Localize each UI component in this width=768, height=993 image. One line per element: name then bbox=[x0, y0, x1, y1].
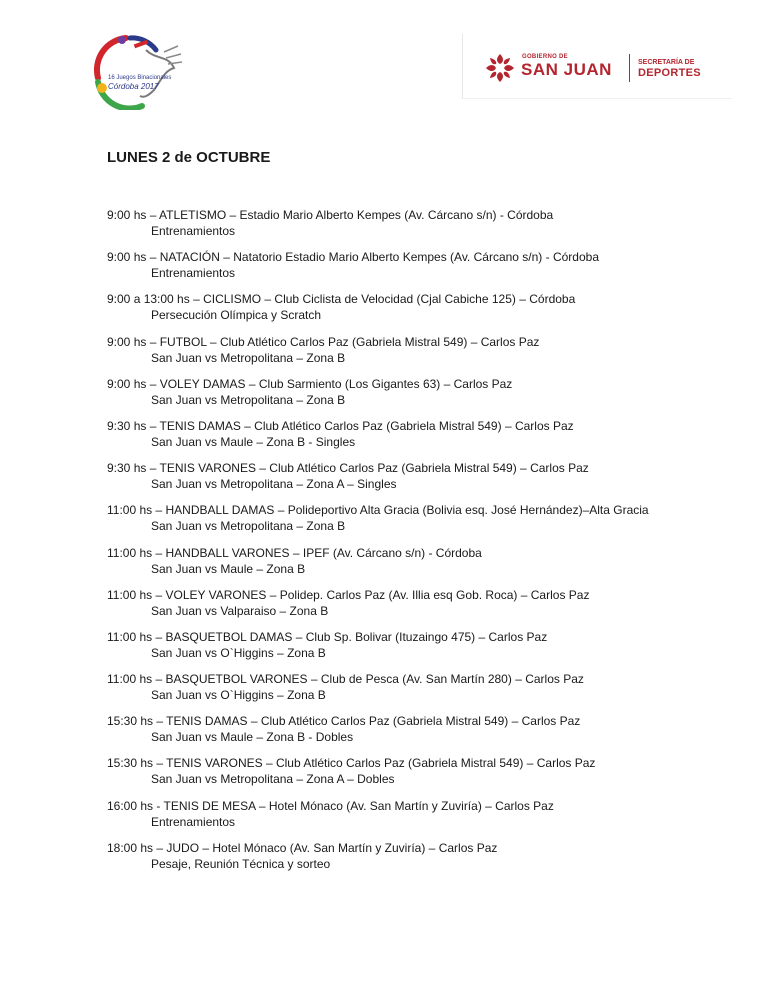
deportes-label: DEPORTES bbox=[638, 67, 701, 79]
sun-emblem-icon bbox=[482, 50, 518, 86]
schedule-item bbox=[107, 713, 707, 755]
schedule-item bbox=[107, 798, 707, 840]
event-detail: San Juan vs O`Higgins – Zona B bbox=[151, 688, 326, 703]
secretaria-de-label: SECRETARÍA DE bbox=[638, 59, 695, 66]
government-logo bbox=[482, 50, 722, 90]
event-detail: Persecución Olímpica y Scratch bbox=[151, 308, 322, 323]
schedule-item bbox=[107, 502, 707, 544]
schedule-list bbox=[107, 207, 707, 882]
event-detail: San Juan vs Metropolitana – Zona A – Singles bbox=[151, 477, 397, 492]
event-detail: San Juan vs Maule – Zona B bbox=[151, 561, 306, 576]
event-title: 9:00 a 13:00 hs – CICLISMO – Club Ciclista de Velocidad (Cjal Cabiche 125) – Córdoba bbox=[107, 292, 576, 307]
header-divider-vertical bbox=[462, 34, 463, 98]
schedule-item bbox=[107, 840, 707, 882]
event-title: 11:00 hs – BASQUETBOL DAMAS – Club Sp. Bolivar (Ituzaingo 475) – Carlos Paz bbox=[107, 629, 548, 644]
schedule-item bbox=[107, 671, 707, 713]
event-title: 18:00 hs – JUDO – Hotel Mónaco (Av. San Martín y Zuviría) – Carlos Paz bbox=[107, 840, 498, 855]
event-title: 15:30 hs – TENIS VARONES – Club Atlético Carlos Paz (Gabriela Mistral 549) – Carlos Paz bbox=[107, 756, 596, 771]
schedule-item bbox=[107, 376, 707, 418]
event-detail: San Juan vs Maule – Zona B - Singles bbox=[151, 434, 356, 449]
schedule-item bbox=[107, 629, 707, 671]
logo-separator bbox=[629, 54, 630, 82]
header-divider-horizontal bbox=[462, 98, 732, 99]
event-detail: San Juan vs Maule – Zona B - Dobles bbox=[151, 730, 354, 745]
schedule-item bbox=[107, 291, 707, 333]
gobierno-de-label: GOBIERNO DE bbox=[522, 54, 568, 60]
event-title: 9:00 hs – FUTBOL – Club Atlético Carlos Paz (Gabriela Mistral 549) – Carlos Paz bbox=[107, 334, 540, 349]
schedule-item bbox=[107, 207, 707, 249]
schedule-item bbox=[107, 545, 707, 587]
schedule-item bbox=[107, 334, 707, 376]
event-logo-graphic bbox=[86, 30, 186, 110]
schedule-item bbox=[107, 418, 707, 460]
schedule-item bbox=[107, 755, 707, 797]
event-logo-year: Córdoba 2017 bbox=[108, 82, 159, 91]
date-heading: LUNES 2 de OCTUBRE bbox=[107, 149, 271, 166]
event-title: 9:30 hs – TENIS VARONES – Club Atlético Carlos Paz (Gabriela Mistral 549) – Carlos Paz bbox=[107, 461, 589, 476]
event-detail: Pesaje, Reunión Técnica y sorteo bbox=[151, 856, 331, 871]
event-detail: San Juan vs Valparaiso – Zona B bbox=[151, 603, 329, 618]
event-detail: Entrenamientos bbox=[151, 224, 236, 238]
event-title: 11:00 hs – HANDBALL DAMAS – Polideportivo Alta Gracia (Bolivia esq. José Hernández)–Alta Gracia bbox=[107, 503, 649, 518]
schedule-item bbox=[107, 249, 707, 291]
event-title: 9:00 hs – VOLEY DAMAS – Club Sarmiento (Los Gigantes 63) – Carlos Paz bbox=[107, 376, 513, 391]
event-logo-text: 16 Juegos Binacionales bbox=[108, 75, 172, 81]
event-title: 11:00 hs – BASQUETBOL VARONES – Club de Pesca (Av. San Martín 280) – Carlos Paz bbox=[107, 672, 584, 687]
event-detail: San Juan vs Metropolitana – Zona B bbox=[151, 392, 346, 407]
event-title: 9:00 hs – NATACIÓN – Natatorio Estadio Mario Alberto Kempes (Av. Cárcano s/n) - Córdoba bbox=[107, 250, 599, 265]
event-title: 11:00 hs – VOLEY VARONES – Polidep. Carlos Paz (Av. Illia esq Gob. Roca) – Carlos Paz bbox=[107, 587, 590, 602]
event-detail: Entrenamientos bbox=[151, 814, 236, 829]
event-title: 11:00 hs – HANDBALL VARONES – IPEF (Av. Cárcano s/n) - Córdoba bbox=[107, 545, 482, 560]
event-detail: San Juan vs Metropolitana – Zona A – Dobles bbox=[151, 772, 395, 787]
schedule-item bbox=[107, 587, 707, 629]
event-title: 16:00 hs - TENIS DE MESA – Hotel Mónaco (Av. San Martín y Zuviría) – Carlos Paz bbox=[107, 798, 554, 813]
schedule-item bbox=[107, 460, 707, 502]
event-detail: San Juan vs O`Higgins – Zona B bbox=[151, 645, 326, 660]
event-detail: San Juan vs Metropolitana – Zona B bbox=[151, 350, 346, 365]
event-title: 9:30 hs – TENIS DAMAS – Club Atlético Carlos Paz (Gabriela Mistral 549) – Carlos Paz bbox=[107, 418, 574, 433]
san-juan-label: SAN JUAN bbox=[521, 60, 612, 79]
event-title: 15:30 hs – TENIS DAMAS – Club Atlético Carlos Paz (Gabriela Mistral 549) – Carlos Paz bbox=[107, 714, 581, 729]
event-title: 9:00 hs – ATLETISMO – Estadio Mario Alberto Kempes (Av. Cárcano s/n) - Córdoba bbox=[107, 208, 554, 222]
event-logo bbox=[86, 30, 186, 110]
event-detail: Entrenamientos bbox=[151, 266, 236, 281]
event-detail: San Juan vs Metropolitana – Zona B bbox=[151, 519, 346, 534]
